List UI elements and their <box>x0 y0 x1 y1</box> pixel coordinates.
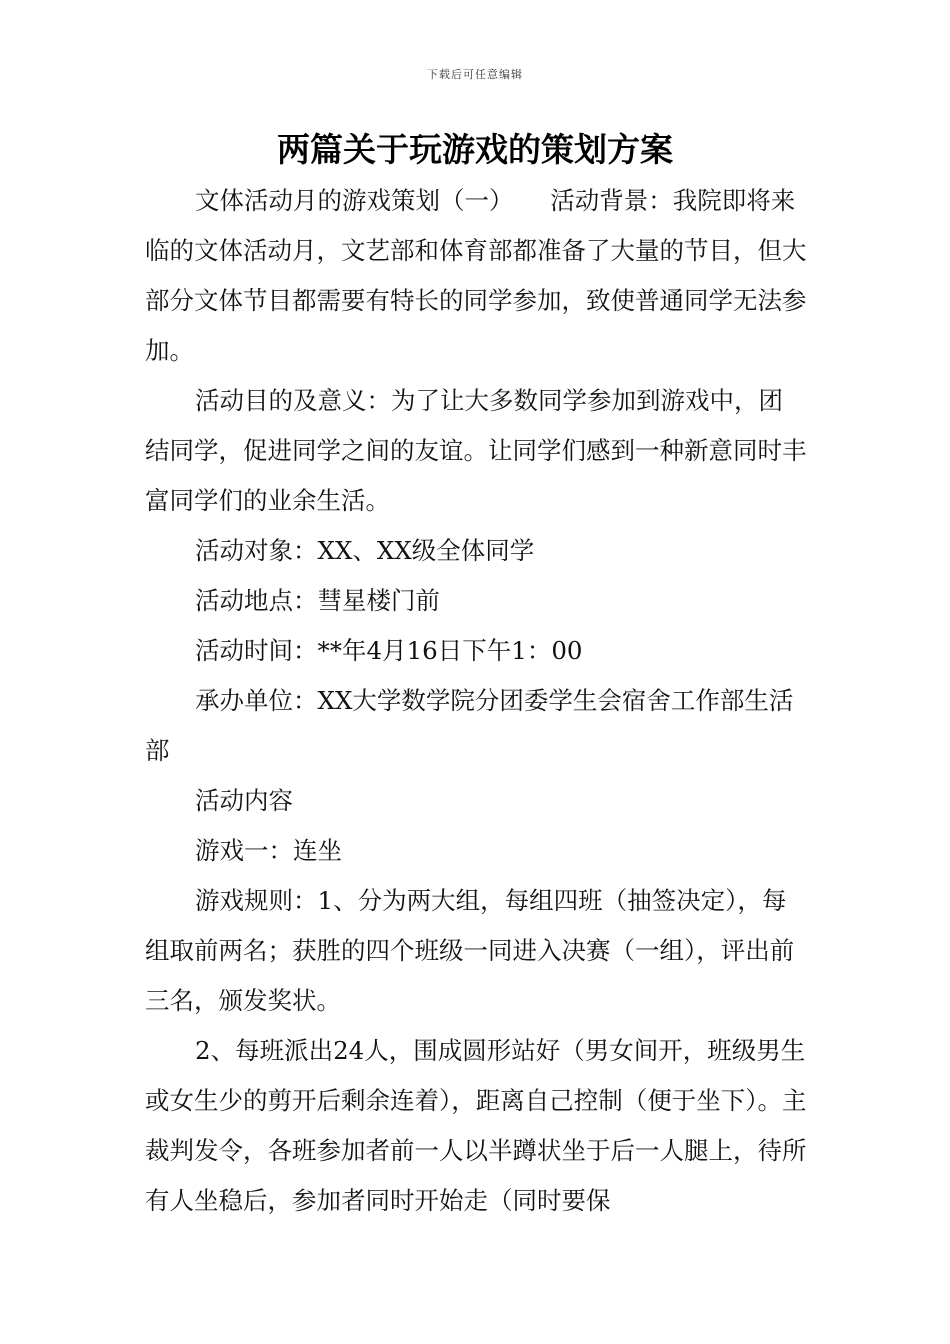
paragraph-game-one: 游戏一：连坐 <box>195 836 342 865</box>
paragraph-rules-2: 2、每班派出24人，围成圆形站好（男女间开，班级男生或女生少的剪开后剩余连着），距离自己控制（便于坐下）。主裁判发令，各班参加者前一人以半蹲状坐于后一人腿上，待所有人坐稳后，参加者同时开始走（同时要保 <box>145 1036 807 1215</box>
paragraph-organizer: 承办单位：XX大学数学院分团委学生会宿舍工作部生活部 <box>145 686 794 765</box>
paragraph-target: 活动对象：XX、XX级全体同学 <box>195 536 535 565</box>
document-body <box>145 176 807 1226</box>
header-note: 下载后可任意编辑 <box>427 68 523 81</box>
paragraph-background: 文体活动月的游戏策划（一） 活动背景：我院即将来临的文体活动月，文艺部和体育部都准备了大量的节目，但大部分文体节目都需要有特长的同学参加，致使普通同学无法参加。 <box>145 186 807 365</box>
paragraph-location: 活动地点：彗星楼门前 <box>195 586 440 615</box>
paragraph-purpose: 活动目的及意义：为了让大多数同学参加到游戏中，团结同学，促进同学之间的友谊。让同学们感到一种新意同时丰富同学们的业余生活。 <box>145 386 807 515</box>
document-title: 两篇关于玩游戏的策划方案 <box>277 130 673 169</box>
paragraph-rules-1: 游戏规则：1、分为两大组，每组四班（抽签决定），每组取前两名；获胜的四个班级一同进入决赛（一组），评出前三名，颁发奖状。 <box>145 886 795 1015</box>
paragraph-time: 活动时间：**年4月16日下午1：00 <box>195 636 583 665</box>
paragraph-content-heading: 活动内容 <box>195 786 293 815</box>
